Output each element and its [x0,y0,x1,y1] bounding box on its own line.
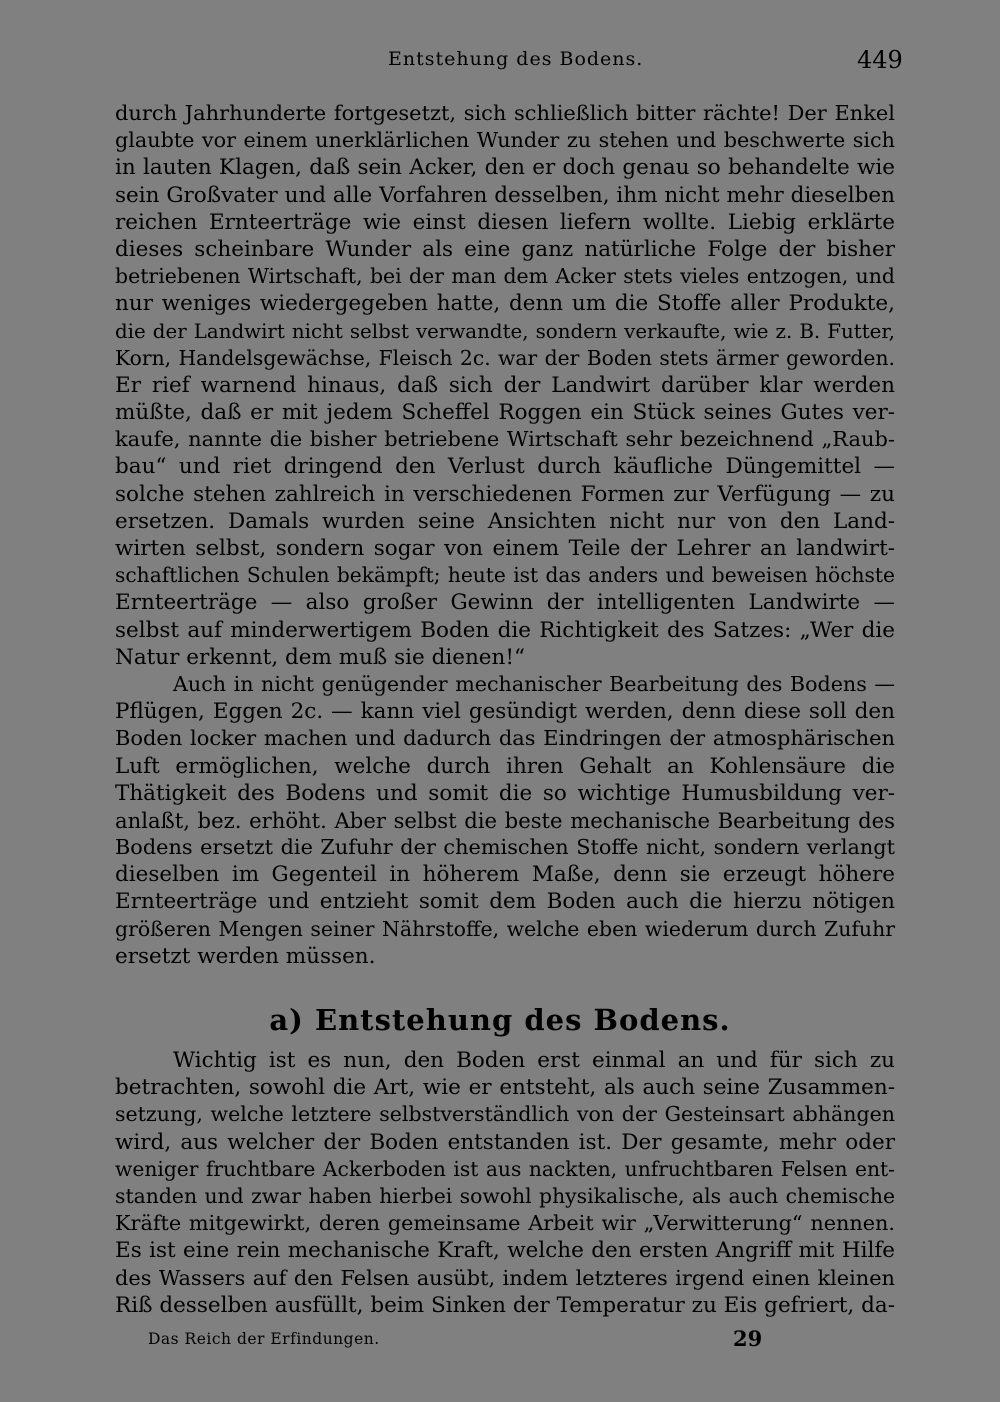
text-line: sein Großvater und alle Vorfahren desselben, ihm nicht mehr dieselben [115,182,895,208]
text-line: durch Jahrhunderte fortgesetzt, sich schließlich bitter rächte! Der Enkel [115,101,895,125]
text-line: des Wassers auf den Felsen ausübt, indem letzteres irgend einen kleinen [115,1265,895,1290]
page-footer [0,1326,1000,1356]
text-line: wirten selbst, sondern sogar von einem Teile der Lehrer an landwirt- [115,536,895,561]
text-line: Bodens ersetzt die Zufuhr der chemischen Stoffe nicht, sondern verlangt [115,835,895,860]
text-line: in lauten Klagen, daß sein Acker, den er doch genau so behandelte wie [115,155,895,181]
paragraph-first-line: Wichtig ist es nun, den Boden erst einmal an und für sich zu [173,1048,895,1073]
text-line: weniger fruchtbare Ackerboden ist aus nackten, unfruchtbaren Felsen ent- [115,1156,895,1181]
text-line: Riß desselben ausfüllt, beim Sinken der Temperatur zu Eis gefriert, da- [115,1292,895,1318]
text-line: reichen Ernteerträge wie einst diesen liefern wollte. Liebig erklärte [115,209,895,235]
text-line: müßte, daß er mit jedem Scheffel Roggen ein Stück seines Gutes ver- [115,400,895,426]
section-heading: a) Entstehung des Bodens. [269,1003,731,1037]
text-line: Korn, Handelsgewächse, Fleisch 2c. war der Boden stets ärmer geworden. [115,345,895,370]
text-line: die der Landwirt nicht selbst verwandte, sondern verkaufte, wie z. B. Futter, [115,319,895,343]
text-line: wird, aus welcher der Boden entstanden ist. Der gesamte, mehr oder [115,1129,895,1155]
text-line: kaufe, nannte die bisher betriebene Wirtschaft sehr bezeichnend „Raub- [115,427,895,452]
section-text [115,1047,895,1319]
text-line: standen und zwar haben hierbei sowohl physikalische, als auch chemische [115,1183,895,1208]
text-line: Thätigkeit des Bodens und somit die so wichtige Humusbildung ver- [115,780,895,806]
text-line: nur weniges wiedergegeben hatte, denn um die Stoffe aller Produkte, [115,291,895,317]
text-line: Es ist eine rein mechanische Kraft, welche den ersten Angriff mit Hilfe [115,1238,895,1264]
text-line: größeren Mengen seiner Nährstoffe, welche eben wiederum durch Zufuhr [115,916,895,941]
text-line: Kräfte mitgewirkt, deren gemeinsame Arbeit wir „Verwitterung“ nennen. [115,1211,895,1236]
signature-mark: 29 [733,1326,763,1351]
text-line: Natur erkennt, dem muß sie dienen!“ [115,644,526,670]
text-line: Pflügen, Eggen 2c. — kann viel gesündigt werden, denn diese soll den [115,699,895,725]
text-line: Boden locker machen und dadurch das Eindringen der atmosphärischen [115,726,895,751]
running-title: Entstehung des Bodens. [388,48,644,70]
text-line: Ernteerträge — also großer Gewinn der intelligenten Landwirte — [115,590,895,616]
text-line: dieses scheinbare Wunder als eine ganz natürliche Folge der bisher [115,236,895,262]
text-line: Er rief warnend hinaus, daß sich der Landwirt darüber klar werden [115,372,895,398]
text-line: bau“ und riet dringend den Verlust durch käufliche Düngemittel — [115,454,895,480]
text-line: solche stehen zahlreich in verschiedenen Formen zur Verfügung — zu [115,481,895,507]
body-text [115,100,895,970]
text-line: Luft ermöglichen, welche durch ihren Gehalt an Kohlensäure die [115,753,895,779]
text-line: betrachten, sowohl die Art, wie er entsteht, als auch seine Zusammen- [115,1075,895,1101]
text-line: schaftlichen Schulen bekämpft; heute ist das anders und beweisen höchste [115,563,895,588]
text-line: betriebenen Wirtschaft, bei der man dem Acker stets vieles entzogen, und [115,264,895,289]
text-line: selbst auf minderwertigem Boden die Richtigkeit des Satzes: „Wer die [115,617,895,643]
text-line: anlaßt, bez. erhöht. Aber selbst die beste mechanische Bearbeitung des [115,807,895,833]
text-line: ersetzt werden müssen. [115,943,376,969]
text-line: setzung, welche letztere selbstverständlich von der Gesteinsart abhängen [115,1102,895,1127]
text-line: glaubte vor einem unerklärlichen Wunder zu stehen und beschwerte sich [115,128,895,153]
text-line: dieselben im Gegenteil in höherem Maße, denn sie erzeugt höhere [115,862,895,888]
text-line: ersetzen. Damals wurden seine Ansichten nicht nur von den Land- [115,508,895,534]
running-head [0,46,1000,76]
footer-imprint: Das Reich der Erfindungen. [148,1330,380,1348]
page-number: 449 [857,46,903,74]
text-line: Ernteerträge und entzieht somit dem Boden auch die hierzu nötigen [115,889,895,915]
paragraph-first-line: Auch in nicht genügender mechanischer Bearbeitung des Bodens — [173,671,895,696]
